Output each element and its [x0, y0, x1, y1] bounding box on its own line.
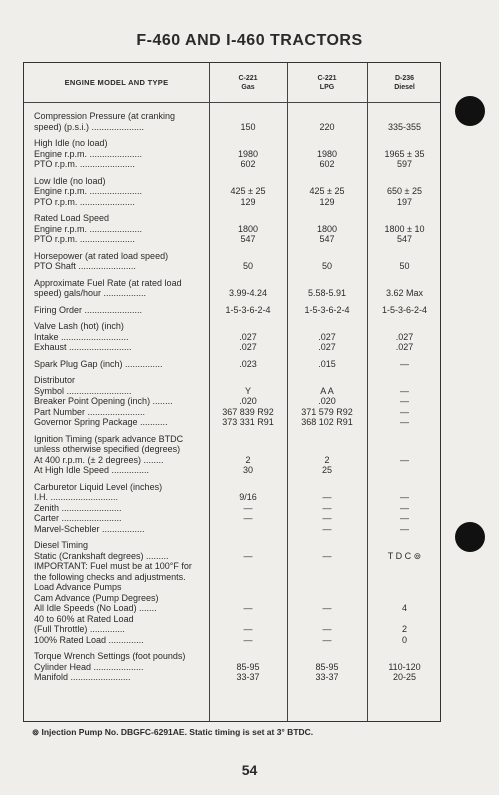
cell-text	[209, 176, 287, 187]
spec-value	[367, 176, 442, 208]
cell-text: —	[243, 502, 253, 513]
cell-text: —	[400, 385, 409, 396]
cell-text: —	[400, 454, 409, 465]
cell-text	[209, 321, 287, 332]
spec-label	[24, 278, 209, 299]
cell-text: —	[322, 624, 332, 634]
spec-value	[287, 111, 367, 132]
cell-text: Breaker Point Opening (inch) ........	[34, 396, 173, 406]
cell-text: Manifold ........................	[34, 672, 131, 682]
spec-section	[24, 434, 442, 476]
cell-text: At High Idle Speed ...............	[34, 465, 150, 475]
cell-text: Low Idle (no load)	[34, 175, 106, 186]
cell-text: 1800	[316, 223, 338, 234]
spec-value	[209, 251, 287, 272]
cell-text: Y	[244, 385, 251, 396]
cell-text	[209, 111, 287, 122]
cell-text: 129	[319, 196, 335, 207]
cell-text: .027	[395, 331, 414, 342]
spec-value	[287, 482, 367, 535]
cell-text	[367, 434, 442, 445]
cell-text: —	[322, 523, 332, 534]
cell-text: 335-355	[387, 121, 422, 132]
cell-text: T D C ⊚	[387, 550, 422, 561]
cell-text: 1-5-3-6-2-4	[381, 304, 428, 315]
spec-label	[24, 251, 209, 272]
cell-text: 150	[240, 121, 256, 132]
cell-text	[287, 651, 367, 662]
cell-text: 597	[396, 159, 413, 169]
spec-value	[287, 321, 367, 353]
cell-text	[287, 593, 367, 604]
cell-text: 2	[324, 454, 330, 465]
cell-text: Valve Lash (hot) (inch)	[34, 321, 124, 331]
cell-text: Zenith ........................	[34, 502, 122, 513]
cell-text	[209, 213, 287, 224]
cell-text: 2	[245, 454, 251, 465]
cell-text: 1980	[316, 148, 338, 159]
cell-text: IMPORTANT: Fuel must be at 100°F for	[34, 561, 192, 571]
cell-text: —	[400, 502, 409, 513]
cell-text: I.H. ...........................	[34, 492, 119, 502]
cell-text: 373 331 R91	[222, 417, 274, 427]
page-number: 54	[241, 762, 258, 778]
cell-text: the following checks and adjustments.	[34, 571, 186, 582]
cell-text	[287, 540, 367, 551]
cell-text: 547	[396, 234, 413, 244]
cell-text: 602	[319, 159, 335, 169]
cell-text: 547	[240, 234, 256, 244]
spec-value	[287, 434, 367, 476]
cell-text: 30	[242, 465, 253, 475]
cell-text: —	[400, 523, 409, 534]
spec-value	[287, 375, 367, 428]
header-engine-model: ENGINE MODEL AND TYPE	[64, 78, 169, 87]
cell-text: 367 839 R92	[222, 406, 274, 417]
cell-text	[367, 614, 442, 625]
cell-text: 110-120	[388, 661, 421, 672]
spec-label	[24, 111, 209, 132]
cell-text	[367, 111, 442, 122]
cell-text	[367, 572, 442, 583]
cell-text	[209, 593, 287, 604]
spec-value	[209, 176, 287, 208]
cell-text: .027	[318, 331, 336, 342]
cell-text: 25	[321, 465, 332, 475]
cell-text: —	[400, 513, 409, 523]
cell-text: 1800 ± 10	[384, 223, 425, 234]
spec-section	[24, 305, 442, 316]
cell-text	[209, 572, 287, 583]
spec-section	[24, 540, 442, 645]
cell-text: All Idle Speeds (No Load) .......	[34, 603, 157, 613]
spec-value	[367, 321, 442, 353]
cell-text	[287, 321, 367, 332]
spec-value	[367, 651, 442, 683]
cell-text: —	[400, 358, 409, 369]
spec-value	[367, 251, 442, 272]
header-col-lpg: C-221 LPG	[317, 74, 337, 91]
spec-section	[24, 651, 442, 683]
spec-value	[209, 278, 287, 299]
cell-text	[287, 138, 367, 149]
cell-text: —	[322, 502, 332, 513]
cell-text: 50	[399, 261, 410, 271]
cell-text	[287, 375, 367, 386]
cell-text: —	[400, 417, 409, 427]
cell-text: 425 ± 25	[230, 186, 266, 196]
spec-value	[287, 651, 367, 683]
spec-section	[24, 375, 442, 428]
page-title: F-460 AND I-460 TRACTORS	[136, 32, 363, 49]
cell-text: —	[243, 513, 253, 523]
cell-text: —	[322, 513, 332, 523]
spec-label	[24, 138, 209, 170]
cell-text	[287, 434, 367, 445]
header-col-gas: C-221 Gas	[238, 74, 258, 91]
cell-text	[367, 278, 442, 289]
cell-text	[367, 213, 442, 224]
cell-text	[367, 375, 442, 386]
spec-value	[367, 540, 442, 645]
spec-section	[24, 321, 442, 353]
binder-hole-top	[455, 96, 485, 126]
cell-text: —	[243, 624, 253, 634]
cell-text: .020	[318, 396, 336, 406]
cell-text	[287, 614, 367, 625]
spec-label	[24, 651, 209, 683]
cell-text: 371 579 R92	[301, 406, 353, 417]
cell-text: 547	[319, 234, 335, 244]
cell-text: 3.62 Max	[385, 288, 424, 298]
cell-text: Symbol ..........................	[34, 385, 132, 396]
cell-text: —	[243, 634, 253, 645]
cell-text: 3.99-4.24	[228, 288, 268, 298]
cell-text: 425 ± 25	[309, 186, 345, 196]
cell-text: 33-37	[315, 672, 339, 682]
cell-text	[367, 444, 442, 455]
spec-section	[24, 251, 442, 272]
spec-value	[209, 138, 287, 170]
cell-text	[209, 582, 287, 593]
cell-text: 1965 ± 35	[384, 148, 425, 159]
cell-text: 220	[319, 121, 335, 132]
cell-text	[287, 176, 367, 187]
cell-text: High Idle (no load)	[34, 138, 108, 148]
spec-section	[24, 482, 442, 535]
cell-text: Approximate Fuel Rate (at rated load	[34, 277, 182, 288]
cell-text: Carburetor Liquid Level (inches)	[34, 481, 163, 492]
spec-value	[209, 305, 287, 316]
cell-text: .027	[318, 342, 336, 352]
cell-text: Part Number .......................	[34, 406, 146, 417]
spec-value	[287, 278, 367, 299]
cell-text	[367, 593, 442, 604]
cell-text: —	[243, 550, 253, 561]
cell-text: Firing Order .......................	[34, 304, 143, 315]
spec-value	[287, 251, 367, 272]
cell-text	[287, 278, 367, 289]
spec-label	[24, 434, 209, 476]
cell-text: 2	[401, 624, 407, 634]
cell-text: Diesel Timing	[34, 540, 89, 550]
cell-text: —	[400, 406, 409, 417]
header-col-diesel: D-236 Diesel	[394, 74, 415, 91]
spec-value	[209, 651, 287, 683]
cell-text: 50	[242, 261, 253, 271]
spec-label	[24, 305, 209, 316]
spec-value	[209, 321, 287, 353]
cell-text	[367, 321, 442, 332]
spec-label	[24, 359, 209, 370]
cell-text: Cylinder Head ....................	[34, 661, 144, 672]
spec-value	[367, 278, 442, 299]
cell-text	[367, 582, 442, 593]
spec-value	[367, 434, 442, 476]
cell-text: —	[400, 492, 409, 502]
cell-text: (Full Throttle) ..............	[34, 624, 125, 634]
spec-rows	[24, 111, 442, 689]
spec-table	[23, 62, 441, 722]
cell-text: 85-95	[236, 661, 260, 672]
spec-value	[367, 305, 442, 316]
cell-text	[209, 482, 287, 493]
spec-section	[24, 359, 442, 370]
cell-text: 1-5-3-6-2-4	[304, 304, 350, 315]
cell-text: .027	[395, 342, 414, 352]
cell-text: Static (Crankshaft degrees) .........	[34, 550, 169, 561]
cell-text: —	[243, 603, 253, 613]
spec-section	[24, 213, 442, 245]
cell-text: Engine r.p.m. .....................	[34, 186, 143, 196]
cell-text	[209, 651, 287, 662]
spec-label	[24, 321, 209, 353]
cell-text: .027	[239, 342, 257, 352]
cell-text: Governor Spring Package ...........	[34, 417, 168, 427]
cell-text: .027	[239, 331, 257, 342]
cell-text: —	[322, 550, 332, 561]
cell-text	[209, 540, 287, 551]
cell-text: PTO r.p.m. ......................	[34, 196, 135, 207]
cell-text	[367, 651, 442, 662]
cell-text: Exhaust .........................	[34, 342, 132, 352]
cell-text: 50	[321, 261, 332, 271]
cell-text: 1-5-3-6-2-4	[225, 304, 271, 315]
spec-value	[287, 138, 367, 170]
spec-section	[24, 138, 442, 170]
cell-text	[209, 251, 287, 262]
spec-value	[209, 359, 287, 370]
cell-text: 1800	[237, 223, 259, 234]
cell-text: PTO Shaft .......................	[34, 261, 136, 271]
cell-text: PTO r.p.m. ......................	[34, 159, 135, 169]
cell-text: 197	[396, 196, 413, 207]
cell-text	[287, 111, 367, 122]
cell-text: At 400 r.p.m. (± 2 degrees) ........	[34, 454, 164, 465]
cell-text	[287, 482, 367, 493]
cell-text	[287, 251, 367, 262]
cell-text: Ignition Timing (spark advance BTDC	[34, 433, 184, 444]
spec-value	[287, 176, 367, 208]
cell-text: 368 102 R91	[301, 417, 353, 427]
cell-text: speed) gals/hour .................	[34, 288, 147, 298]
cell-text	[367, 138, 442, 149]
spec-label	[24, 540, 209, 645]
cell-text: Engine r.p.m. .....................	[34, 148, 143, 159]
spec-value	[209, 213, 287, 245]
spec-value	[367, 213, 442, 245]
spec-value	[367, 111, 442, 132]
cell-text	[209, 434, 287, 445]
cell-text	[367, 465, 442, 476]
cell-text: PTO r.p.m. ......................	[34, 234, 135, 244]
spec-section	[24, 111, 442, 132]
cell-text: Carter ........................	[34, 513, 122, 523]
cell-text	[287, 572, 367, 583]
cell-text: 1980	[237, 148, 259, 159]
cell-text: —	[400, 396, 409, 406]
cell-text: 129	[240, 196, 256, 207]
cell-text: 85-95	[315, 661, 339, 672]
cell-text: A A	[320, 385, 334, 396]
cell-text	[209, 524, 287, 535]
spec-value	[209, 482, 287, 535]
cell-text: Rated Load Speed	[34, 213, 110, 223]
spec-section	[24, 278, 442, 299]
cell-text: 33-37	[236, 672, 260, 682]
cell-text	[209, 561, 287, 572]
spec-value	[209, 375, 287, 428]
cell-text: 5.58-5.91	[307, 288, 347, 298]
cell-text	[287, 582, 367, 593]
cell-text: Spark Plug Gap (inch) ...............	[34, 358, 163, 369]
spec-value	[287, 540, 367, 645]
spec-value	[367, 138, 442, 170]
cell-text: Cam Advance (Pump Degrees)	[34, 592, 159, 603]
cell-text	[209, 278, 287, 289]
spec-value	[367, 359, 442, 370]
spec-section	[24, 176, 442, 208]
spec-value	[209, 540, 287, 645]
spec-label	[24, 213, 209, 245]
cell-text	[287, 213, 367, 224]
spec-value	[287, 359, 367, 370]
cell-text: 100% Rated Load ..............	[34, 634, 144, 645]
cell-text: .015	[318, 358, 336, 369]
cell-text: 9/16	[239, 492, 257, 502]
spec-label	[24, 482, 209, 535]
cell-text: Distributor	[34, 375, 76, 385]
cell-text: Torque Wrench Settings (foot pounds)	[34, 651, 186, 661]
cell-text: Horsepower (at rated load speed)	[34, 250, 169, 261]
spec-value	[209, 111, 287, 132]
spec-label	[24, 176, 209, 208]
cell-text	[209, 375, 287, 386]
cell-text: —	[322, 634, 332, 645]
cell-text: Compression Pressure (at cranking	[34, 111, 176, 121]
cell-text	[367, 176, 442, 187]
cell-text	[209, 614, 287, 625]
cell-text	[367, 482, 442, 493]
footnote: ⊚ Injection Pump No. DBGFC-6291AE. Static timing is set at 3° BTDC.	[32, 727, 314, 737]
cell-text: —	[322, 492, 332, 502]
cell-text: 40 to 60% at Rated Load	[34, 613, 134, 624]
cell-text	[367, 251, 442, 262]
cell-text: 602	[240, 159, 256, 169]
cell-text: 4	[401, 603, 407, 613]
cell-text: Marvel-Schebler .................	[34, 523, 145, 534]
spec-value	[367, 482, 442, 535]
cell-text: Intake ...........................	[34, 331, 129, 342]
spec-value	[287, 213, 367, 245]
cell-text	[209, 444, 287, 455]
cell-text	[287, 444, 367, 455]
binder-hole-bottom	[455, 522, 485, 552]
cell-text: unless otherwise specified (degrees)	[34, 444, 181, 454]
cell-text: 650 ± 25	[387, 186, 422, 196]
cell-text: .023	[239, 358, 257, 369]
cell-text: .020	[239, 396, 257, 406]
spec-value	[209, 434, 287, 476]
spec-value	[367, 375, 442, 428]
cell-text: 0	[401, 634, 407, 645]
cell-text	[209, 138, 287, 149]
cell-text	[287, 561, 367, 572]
cell-text: speed) (p.s.i.) .....................	[34, 121, 145, 132]
cell-text: —	[322, 603, 332, 613]
cell-text: 20-25	[392, 672, 417, 682]
cell-text	[367, 561, 442, 572]
spec-value	[287, 305, 367, 316]
cell-text	[367, 540, 442, 551]
cell-text: Load Advance Pumps	[34, 582, 122, 592]
cell-text: Engine r.p.m. .....................	[34, 223, 143, 234]
spec-label	[24, 375, 209, 428]
